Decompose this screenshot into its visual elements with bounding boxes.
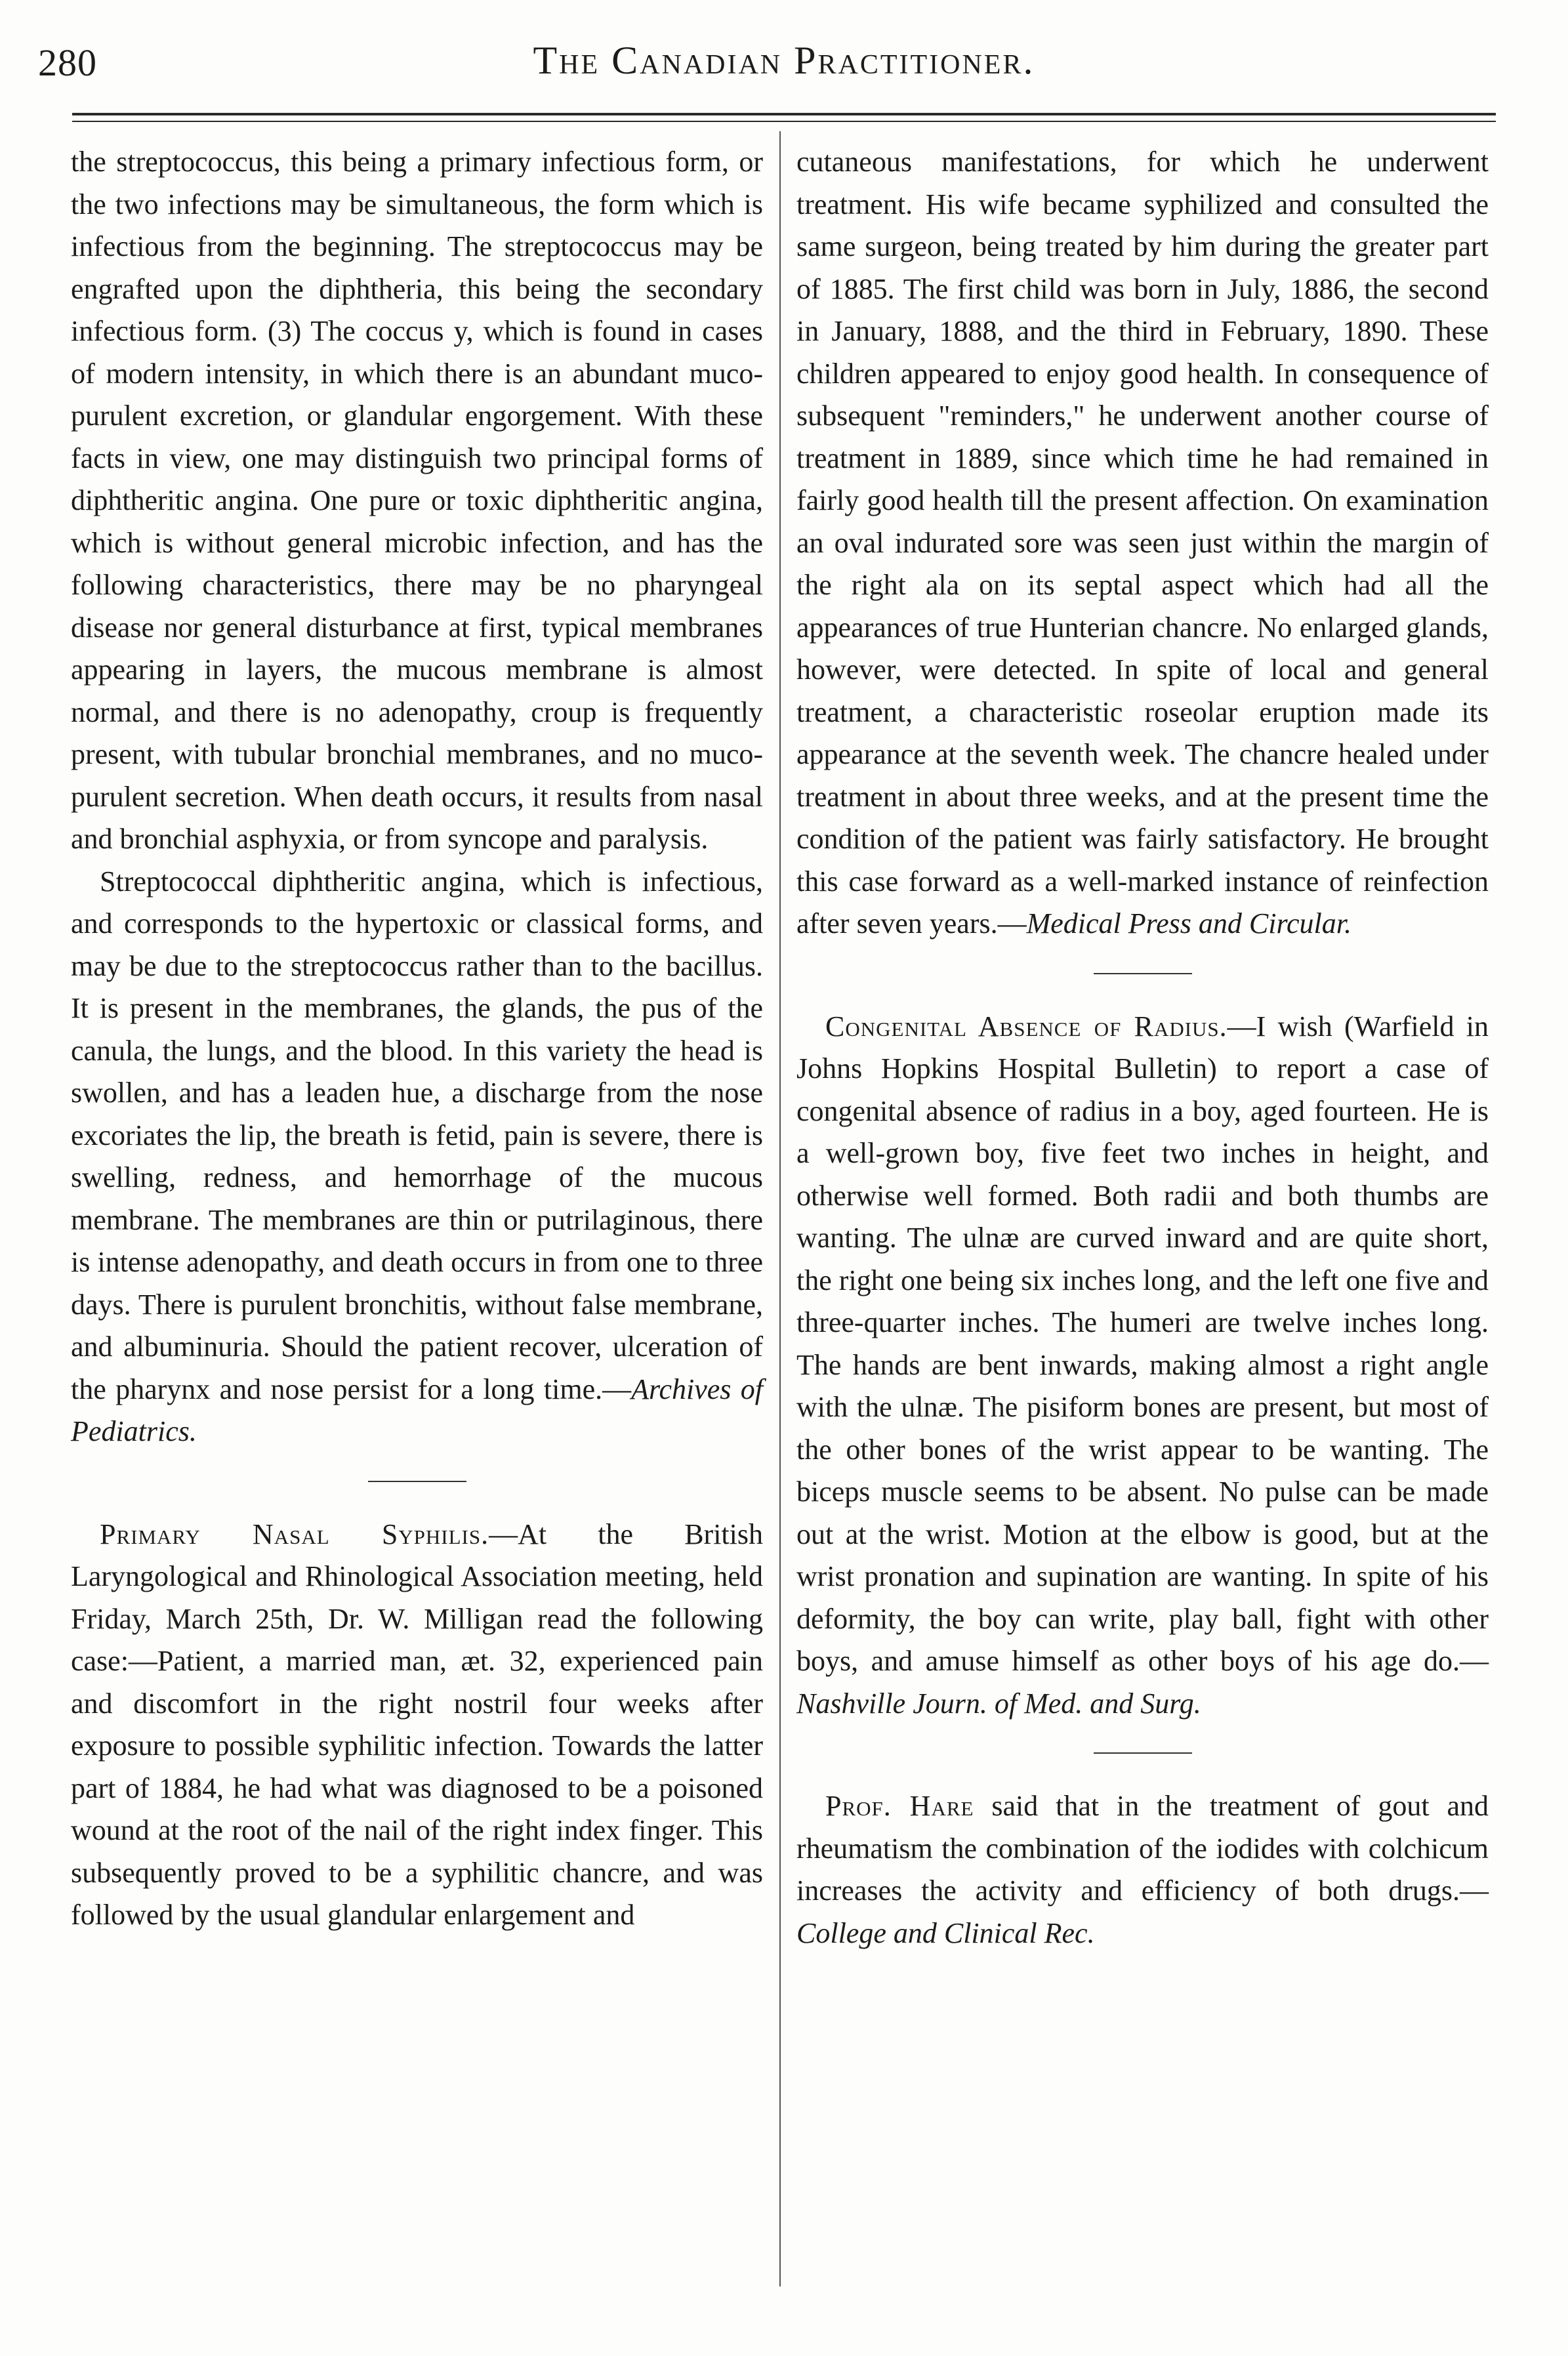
paragraph-text: —I wish (Warfield in Johns Hopkins Hospital Bulletin) to report a case of congenital absence of radius in a boy, aged fourteen. He is a well-grown boy, five feet two inches in height, and otherwise well formed. Both radii and both thumbs are wanting. The ulnæ are curved inward and are quite short, the right one being six inches long, and the left one five and three-quarter inches. The humeri are twelve inches long. The hands are bent inwards, making almost a right angle with the ulnæ. The pisiform bones are present, but most of the other bones of the wrist appear to be wanting. The biceps muscle seems to be absent. No pulse can be made out at the wrist. Motion at the elbow is good, but at the wrist pronation and supination are wanting. In spite of his deformity, the boy can write, play ball, fight with other boys, and amuse himself as other boys of his age do.— bbox=[796, 1010, 1489, 1677]
citation: Archives of Pediatrics. bbox=[71, 1373, 763, 1447]
nasal-syphilis-paragraph-continued bbox=[796, 141, 1489, 945]
article-heading: Prof. Hare bbox=[825, 1790, 974, 1822]
gout-treatment-paragraph bbox=[796, 1785, 1489, 1954]
left-column bbox=[71, 141, 763, 1937]
paragraph-text: Streptococcal diphtheritic angina, which is infectious, and corresponds to the hypertoxic or classical forms, and may be due to the streptococcus rather than to the bacillus. It is present in the membranes, the glands, the pus of the canula, the lungs, and the blood. In this variety the head is swollen, and has a leaden hue, a discharge from the nose excoriates the lip, the breath is fetid, pain is severe, there is swelling, redness, and hemorrhage of the mucous membrane. The membranes are thin or putrilaginous, there is intense adenopathy, and death occurs in from one to three days. There is purulent bronchitis, without false membrane, and albuminuria. Should the patient recover, ulceration of the pharynx and nose persist for a long time.— bbox=[71, 865, 763, 1405]
header-rule-thin bbox=[72, 121, 1496, 122]
section-separator bbox=[1094, 1752, 1192, 1754]
section-separator bbox=[1094, 973, 1192, 974]
paragraph-text: the streptococcus, this being a primary infectious form, or the two infections may be simultaneous, the form which is infectious from the beginning. The streptococcus may be engrafted upon the diphtheria, this being the secondary infectious form. (3) The coccus y, which is found in cases of modern intensity, in which there is an abundant muco-purulent excretion, or glandular engorgement. With these facts in view, one may distinguish two principal forms of diphtheritic angina. One pure or toxic diphtheritic angina, which is without general microbic infection, and has the following characteristics, there may be no pharyngeal disease nor general disturbance at first, typical membranes appearing in layers, the mucous membrane is almost normal, and there is no adenopathy, croup is frequently present, with tubular bronchial membranes, and no muco-purulent secretion. When death occurs, it results from nasal and bronchial asphyxia, or from syncope and paralysis. bbox=[71, 146, 763, 855]
absence-of-radius-paragraph bbox=[796, 1006, 1489, 1726]
right-column bbox=[796, 141, 1489, 1954]
citation: Medical Press and Circular. bbox=[1026, 907, 1351, 940]
column-divider bbox=[779, 131, 781, 2286]
diphtheria-paragraph-continued bbox=[71, 141, 763, 861]
paragraph-text: said that in the treatment of gout and rheumatism the combination of the iodides with colchicum increases the activity and efficiency of both drugs.— bbox=[796, 1790, 1489, 1907]
paragraph-text: cutaneous manifestations, for which he underwent treatment. His wife became syphilized and consulted the same surgeon, being treated by him during the greater part of 1885. The first child was born in July, 1886, the second in January, 1888, and the third in February, 1890. These children appeared to enjoy good health. In consequence of subsequent "reminders," he underwent another course of treatment in 1889, since which time he had remained in fairly good health till the present affection. On examination an oval indurated sore was seen just within the margin of the right ala on its septal aspect which had all the appearances of true Hunterian chancre. No enlarged glands, however, were detected. In spite of local and general treatment, a characteristic roseolar eruption made its appearance at the seventh week. The chancre healed under treatment in about three weeks, and at the present time the condition of the patient was fairly satisfactory. He brought this case forward as a well-marked instance of reinfection after seven years.— bbox=[796, 146, 1489, 940]
citation: College and Clinical Rec. bbox=[796, 1916, 1095, 1949]
nasal-syphilis-paragraph bbox=[71, 1514, 763, 1937]
page-number: 280 bbox=[38, 41, 97, 84]
header-rule bbox=[72, 113, 1496, 115]
citation: Nashville Journ. of Med. and Surg. bbox=[796, 1687, 1201, 1720]
page-header bbox=[0, 26, 1568, 98]
running-title: The Canadian Practitioner. bbox=[533, 39, 1035, 82]
streptococcal-angina-paragraph bbox=[71, 861, 763, 1453]
article-heading: Congenital Absence of Radius. bbox=[825, 1010, 1228, 1043]
article-heading: Primary Nasal Syphilis. bbox=[100, 1518, 489, 1550]
paragraph-text: —At the British Laryngological and Rhinological Association meeting, held Friday, March 25th, Dr. W. Milligan read the following case:—Patient, a married man, æt. 32, experienced pain and discomfort in the right nostril four weeks after exposure to possible syphilitic infection. Towards the latter part of 1884, he had what was diagnosed to be a poisoned wound at the root of the nail of the right index finger. This subsequently proved to be a syphilitic chancre, and was followed by the usual glandular enlargement and bbox=[71, 1518, 763, 1931]
section-separator bbox=[368, 1481, 466, 1482]
